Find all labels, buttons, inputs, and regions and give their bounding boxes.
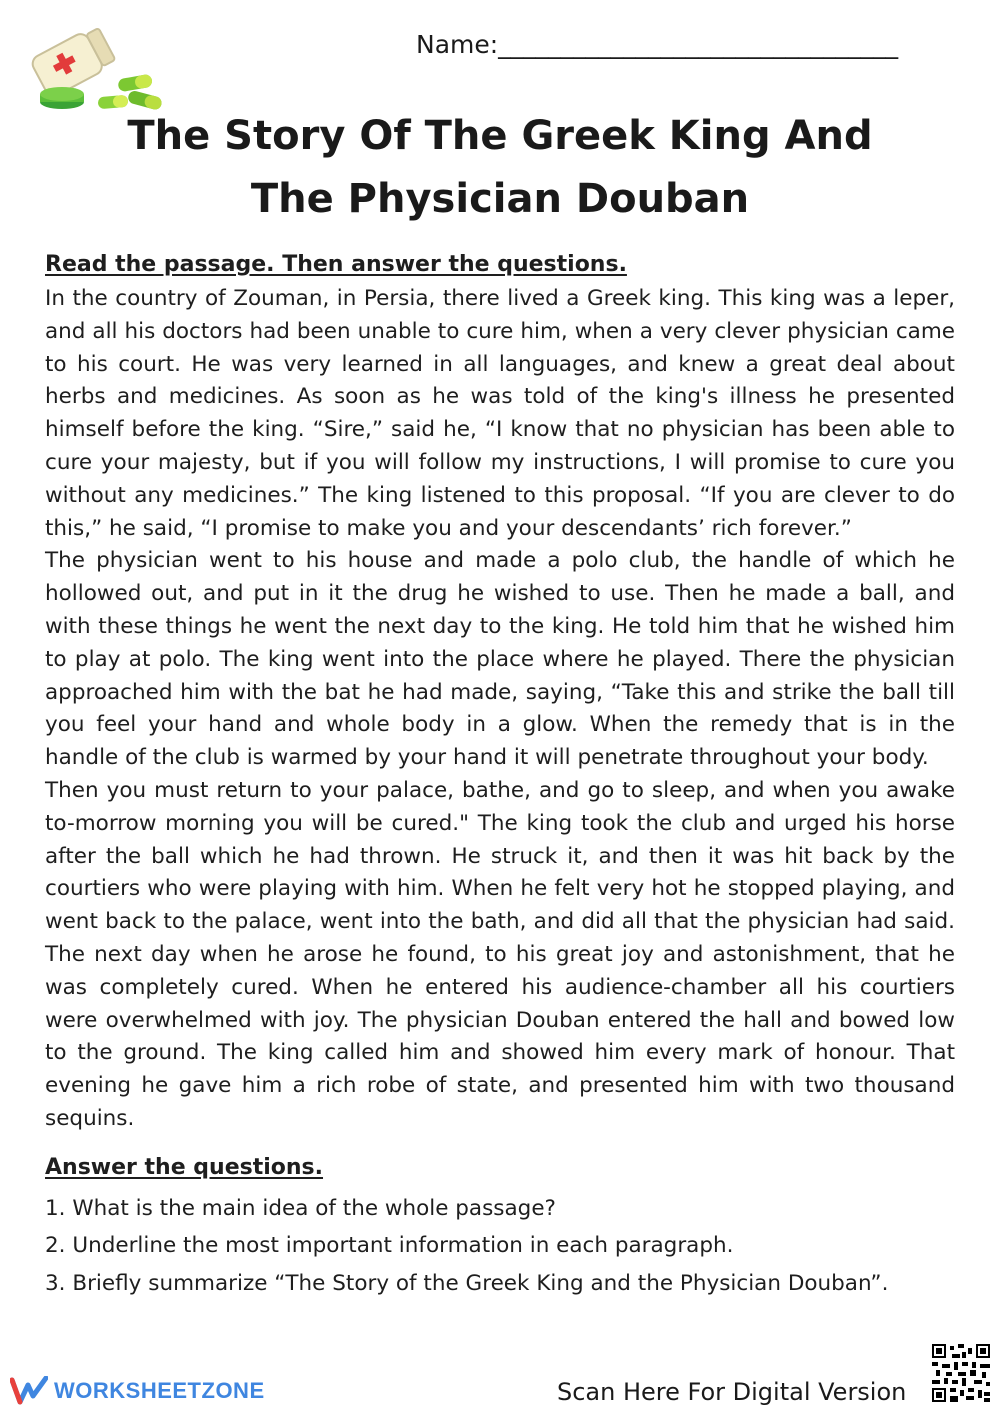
questions-heading: Answer the questions. — [45, 1154, 324, 1180]
page-title — [40, 105, 960, 231]
worksheet-content — [45, 247, 955, 1302]
brand-name: WORKSHEETZONE — [54, 1378, 265, 1403]
question-2: 2. Underline the most important information in each paragraph. — [45, 1233, 734, 1259]
question-1: 1. What is the main idea of the whole passage? — [45, 1195, 556, 1221]
title-line-2: The Physician Douban — [250, 176, 750, 222]
name-field-label: Name:________________________________ — [416, 30, 899, 59]
brand-logo[interactable] — [10, 1376, 265, 1406]
question-3: 3. Briefly summarize “The Story of the Greek King and the Physician Douban”. — [45, 1270, 889, 1296]
passage-paragraph-2: The physician went to his house and made a polo club, the handle of which he hollowed out, and put in it the drug he wished to use. Then he made a ball, and with these things he went the next day to the king. He told him that he wished him to play at polo. The king went into the place where he played. There the physician approached him with the bat he had made, saying, “Take this and strike the ball till you feel your hand and whole body in a glow. When the remedy that is in the handle of the club is warmed by your hand it will penetrate throughout your body. — [45, 548, 955, 771]
title-line-1: The Story Of The Greek King And — [127, 113, 873, 159]
scan-instruction: Scan Here For Digital Version — [557, 1378, 907, 1406]
medicine-bottle-pills-icon — [18, 18, 168, 118]
passage-paragraph-3: Then you must return to your palace, bathe, and go to sleep, and when you awake to-morrow morning you will be cured." The king took the club and urged his horse after the ball which he had thrown. He struck it, and then it was hit back by the courtiers who were playing with him. When he felt very hot he stopped playing, and went back to the palace, went into the bath, and did all that the physician had said. The next day when he arose he found, to his great joy and astonishment, that he was completely cured. When he entered his audience-chamber all his courtiers were overwhelmed with joy. The physician Douban entered the hall and bowed low to the ground. The king called him and showed him every mark of honour. That evening he gave him a rich robe of state, and presented him with two thousand sequins. — [45, 777, 955, 1131]
qr-code-icon[interactable] — [932, 1344, 990, 1402]
instructions-heading: Read the passage. Then answer the questions. — [45, 252, 627, 277]
questions-list — [45, 1190, 955, 1303]
passage-paragraph-1: In the country of Zouman, in Persia, there lived a Greek king. This king was a leper, and all his doctors had been unable to cure him, when a very clever physician came to his court. He was very learned in all languages, and knew a great deal about herbs and medicines. As soon as he was told of the king's illness he presented himself before the king. “Sire,” said he, “I know that no physician has been able to cure your majesty, but if you will follow my instructions, I will promise to cure you without any medicines.” The king listened to this proposal. “If you are clever to do this,” he said, “I promise to make you and your descendants’ rich forever.” — [45, 286, 955, 541]
worksheetzone-logo-icon — [10, 1376, 48, 1406]
